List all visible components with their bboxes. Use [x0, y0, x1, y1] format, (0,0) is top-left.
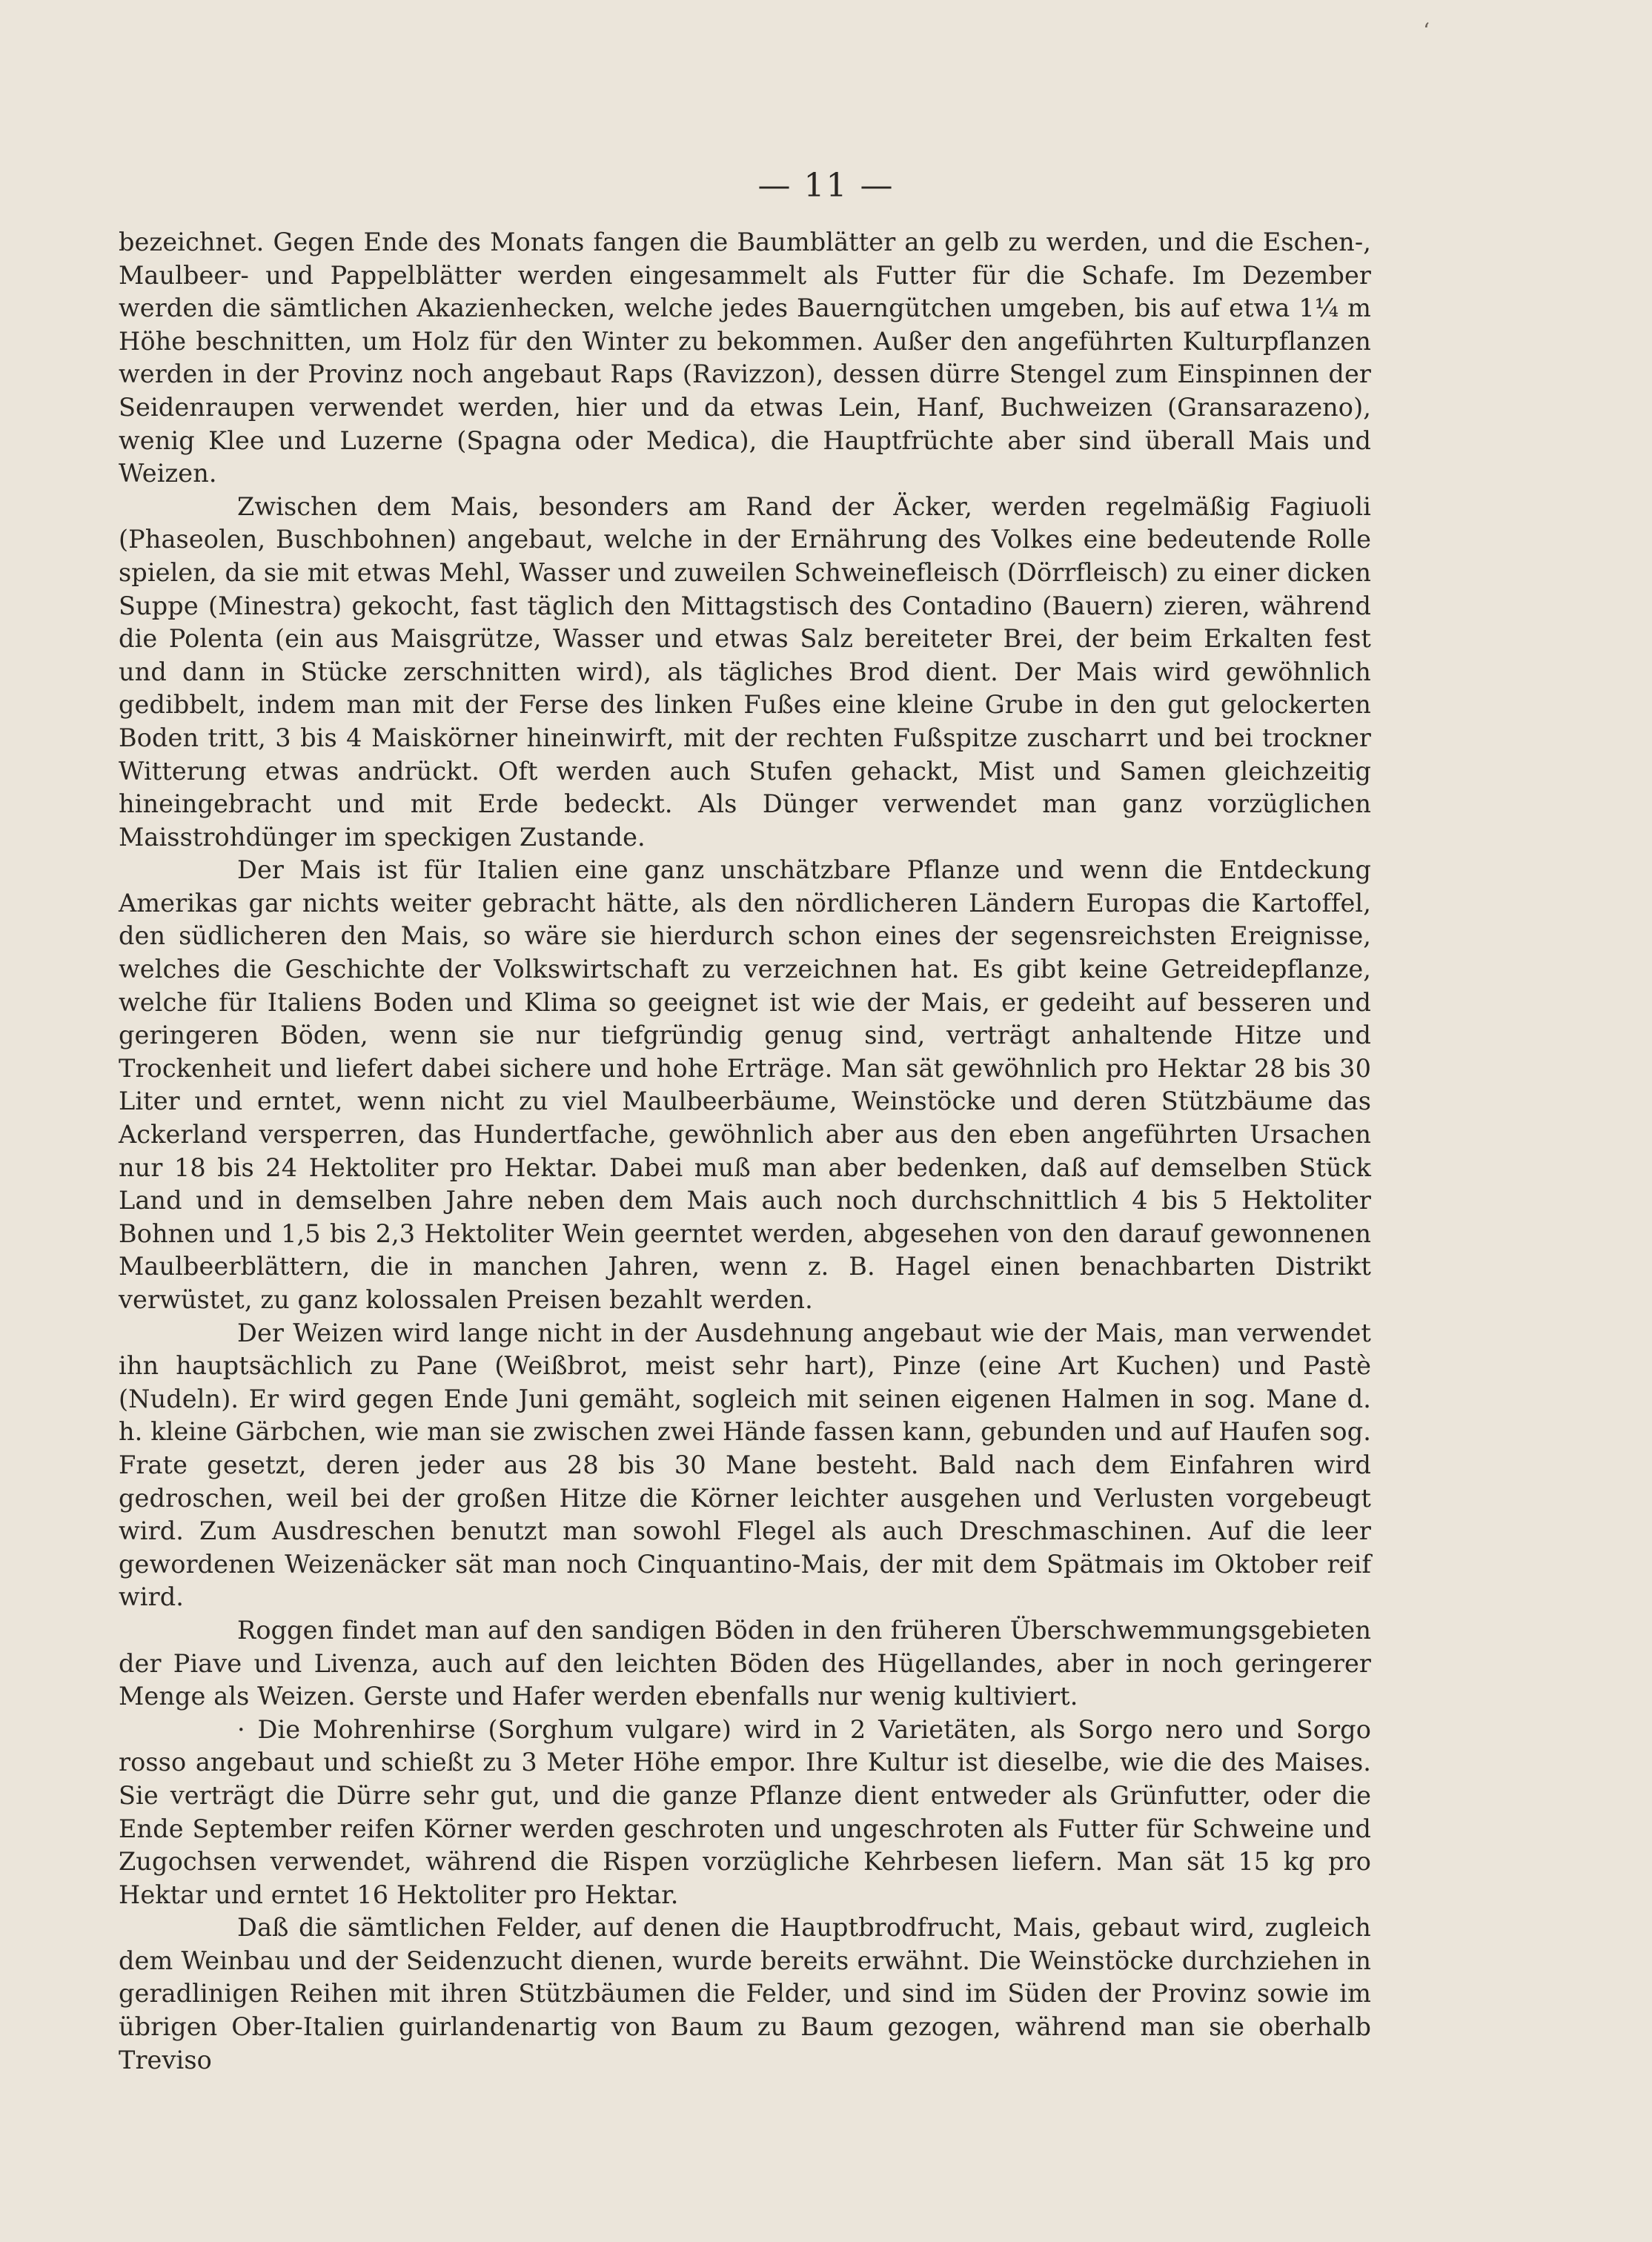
paragraph-continuation: bezeichnet. Gegen Ende des Monats fangen die Baumblätter an gelb zu werden, und die Eschen-, Maulbeer- und Pappelblätter werden eingesammelt als Futter für die Schafe. Im Dezember werden die sämtlichen Akazienhecken, welche jedes Bauerngütchen umgeben, bis auf etwa 1¼ m Höhe beschnitten, um Holz für den Winter zu bekommen. Außer den angeführten Kulturpflanzen werden in der Provinz noch angebaut Raps (Ravizzon), dessen dürre Stengel zum Einspinnen der Seidenraupen verwendet werden, hier und da etwas Lein, Hanf, Buchweizen (Gransarazeno), wenig Klee und Luzerne (Spagna oder Medica), die Hauptfrüchte aber sind überall Mais und Weizen. — [119, 228, 1371, 488]
edge-mark: ‘ — [1423, 19, 1430, 43]
paragraph-mais: Der Mais ist für Italien eine ganz unschätzbare Pflanze und wenn die Entdeckung Amerikas gar nichts weiter gebracht hätte, als den nördlicheren Ländern Europas die Kartoffel, den südlicheren den Mais, so wäre sie hierdurch schon eines der segensreichsten Ereignisse, welches die Geschichte der Volkswirtschaft zu verzeichnen hat. Es gibt keine Getreidepflanze, welche für Italiens Boden und Klima so geeignet ist wie der Mais, er gedeiht auf besseren und geringeren Böden, wenn sie nur tiefgründig genug sind, verträgt anhaltende Hitze und Trockenheit und liefert dabei sichere und hohe Erträge. Man sät gewöhnlich pro Hektar 28 bis 30 Liter und erntet, wenn nicht zu viel Maulbeerbäume, Weinstöcke und deren Stützbäume das Ackerland versperren, das Hundertfache, gewöhnlich aber aus den eben angeführten Ursachen nur 18 bis 24 Hektoliter pro Hektar. Dabei muß man aber bedenken, daß auf demselben Stück Land und in demselben Jahre neben dem Mais auch noch durchschnittlich 4 bis 5 Hektoliter Bohnen und 1,5 bis 2,3 Hektoliter Wein geerntet werden, abgesehen von den darauf gewonnenen Maulbeerblättern, die in manchen Jahren, wenn z. B. Hagel einen benachbarten Distrikt verwüstet, zu ganz kolossalen Preisen bezahlt werden. — [119, 855, 1371, 1314]
paragraph-roggen: Roggen findet man auf den sandigen Böden in den früheren Überschwemmungsgebieten der Piave und Livenza, auch auf den leichten Böden des Hügellandes, aber in noch geringerer Menge als Weizen. Gerste und Hafer werden ebenfalls nur wenig kultiviert. — [119, 1615, 1371, 1711]
body-text — [119, 226, 1371, 2077]
paragraph-mohrenhirse: · Die Mohrenhirse (Sorghum vulgare) wird in 2 Varietäten, als Sorgo nero und Sorgo rosso angebaut und schießt zu 3 Meter Höhe empor. Ihre Kultur ist dieselbe, wie die des Maises. Sie verträgt die Dürre sehr gut, und die ganze Pflanze dient entweder als Grünfutter, oder die Ende September reifen Körner werden geschroten und ungeschroten als Futter für Schweine und Zugochsen verwendet, während die Rispen vorzügliche Kehrbesen liefern. Man sät 15 kg pro Hektar und erntet 16 Hektoliter pro Hektar. — [119, 1714, 1371, 1909]
paragraph-weinbau: Daß die sämtlichen Felder, auf denen die Hauptbrodfrucht, Mais, gebaut wird, zugleich dem Weinbau und der Seidenzucht dienen, wurde bereits erwähnt. Die Weinstöcke durchziehen in geradlinigen Reihen mit ihren Stützbäumen die Felder, und sind im Süden der Provinz sowie im übrigen Ober-Italien guirlandenartig von Baum zu Baum gezogen, während man sie oberhalb Treviso — [119, 1913, 1371, 2074]
page-number: — 11 — — [757, 167, 895, 205]
paragraph-weizen: Der Weizen wird lange nicht in der Ausdehnung angebaut wie der Mais, man verwendet ihn hauptsächlich zu Pane (Weißbrot, meist sehr hart), Pinze (eine Art Kuchen) und Pastè (Nudeln). Er wird gegen Ende Juni gemäht, sogleich mit seinen eigenen Halmen in sog. Mane d. h. kleine Gärbchen, wie man sie zwischen zwei Hände fassen kann, gebunden und auf Haufen sog. Frate gesetzt, deren jeder aus 28 bis 30 Mane besteht. Bald nach dem Einfahren wird gedroschen, weil bei der großen Hitze die Körner leichter ausgehen und Verlusten vorgebeugt wird. Zum Ausdreschen benutzt man sowohl Flegel als auch Dreschmaschinen. Auf die leer gewordenen Weizenäcker sät man noch Cinquantino-Mais, der mit dem Spätmais im Oktober reif wird. — [119, 1318, 1371, 1612]
paragraph-phaseolen: Zwischen dem Mais, besonders am Rand der Äcker, werden regelmäßig Fagiuoli (Phaseolen, Buschbohnen) angebaut, welche in der Ernährung des Volkes eine bedeutende Rolle spielen, da sie mit etwas Mehl, Wasser und zuweilen Schweinefleisch (Dörrfleisch) zu einer dicken Suppe (Minestra) gekocht, fast täglich den Mittagstisch des Contadino (Bauern) zieren, während die Polenta (ein aus Maisgrütze, Wasser und etwas Salz bereiteter Brei, der beim Erkalten fest und dann in Stücke zerschnitten wird), als tägliches Brod dient. Der Mais wird gewöhnlich gedibbelt, indem man mit der Ferse des linken Fußes eine kleine Grube in den gut gelockerten Boden tritt, 3 bis 4 Maiskörner hineinwirft, mit der rechten Fußspitze zuscharrt und bei trockner Witterung etwas andrückt. Oft werden auch Stufen gehackt, Mist und Samen gleichzeitig hineingebracht und mit Erde bedeckt. Als Dünger verwendet man ganz vorzüglichen Maisstrohdünger im speckigen Zustande. — [119, 491, 1371, 852]
